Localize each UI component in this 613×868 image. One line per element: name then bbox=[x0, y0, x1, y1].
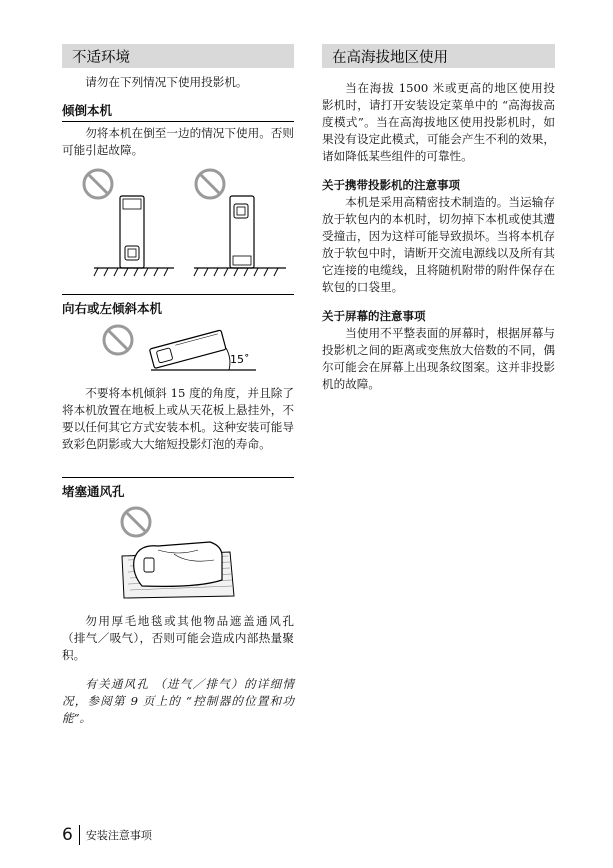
prohibited-icon bbox=[196, 170, 224, 198]
heading-incline: 向右或左倾斜本机 bbox=[62, 294, 294, 319]
incline-illustration bbox=[96, 320, 266, 382]
incline-text-block bbox=[62, 385, 294, 453]
tilt-text: 勿将本机在倒至一边的情况下使用。否则可能引起故障。 bbox=[62, 126, 294, 157]
heading-vents: 堵塞通风孔 bbox=[62, 477, 294, 502]
vents-text-block bbox=[62, 613, 294, 727]
section-title-unsuitable-conditions: 不适环境 bbox=[62, 44, 294, 68]
right-column bbox=[322, 44, 555, 393]
floor-right bbox=[194, 268, 286, 276]
screen-text: 当使用不平整表面的屏幕时，根据屏幕与投影机之间的距离或变焦放大倍数的不同，偶尔可能会在屏幕上出现条纹图案。这并非投影机的故障。 bbox=[322, 326, 555, 391]
incline-section bbox=[62, 294, 294, 322]
altitude-text: 当在海拔 1500 米或更高的地区使用投影机时，请打开安装设定菜单中的 “高海拔高度模式”。当在高海拔地区使用投影机时，如果没有设定此模式，可能会产生不利的效果，诸如降低某些组件的可靠性。 bbox=[322, 81, 555, 163]
incline-text: 不要将本机倾斜 15 度的角度，并且除了将本机放置在地板上或从天花板上悬挂外，不要以任何其它方式安装本机。这种安装可能导致彩色阴影或大大缩短投影灯泡的寿命。 bbox=[62, 386, 294, 451]
vents-text: 勿用厚毛地毯或其他物品遮盖通风孔 （排气／吸气），否则可能会造成内部热量聚积。 bbox=[62, 614, 294, 662]
page-footer bbox=[62, 824, 152, 846]
vents-section bbox=[62, 477, 294, 505]
tilted-projector bbox=[149, 330, 226, 368]
tilt-illustration bbox=[78, 164, 290, 282]
heading-carrying: 关于携带投影机的注意事项 bbox=[322, 178, 460, 192]
page-number: 6 bbox=[62, 825, 80, 845]
left-column bbox=[62, 44, 294, 159]
footer-title: 安装注意事项 bbox=[85, 829, 152, 842]
projector-on-end-right bbox=[230, 196, 254, 268]
heading-screen: 关于屏幕的注意事项 bbox=[322, 309, 426, 323]
vents-illustration bbox=[118, 504, 238, 602]
intro-text: 请勿在下列情况下使用投影机。 bbox=[85, 75, 248, 89]
prohibited-icon bbox=[104, 326, 132, 354]
carpet-covered-projector bbox=[122, 542, 234, 598]
prohibited-icon bbox=[84, 170, 112, 198]
carrying-text: 本机是采用高精密技术制造的。当运输存放于软包内的本机时，切勿掉下本机或使其遭受撞击，因为这样可能导致损坏。当将本机存放于软包中时，请断开交流电源线以及所有其它连接的电缆线，且将随机附带的附件保存在软包的口袋里。 bbox=[322, 195, 555, 294]
prohibited-icon bbox=[122, 508, 150, 536]
angle-label: 15˚ bbox=[230, 353, 250, 366]
heading-tilt: 倾倒本机 bbox=[62, 101, 294, 122]
floor-left bbox=[94, 268, 174, 276]
section-title-high-altitude: 在高海拔地区使用 bbox=[322, 44, 555, 68]
projector-on-end-left bbox=[120, 196, 144, 268]
vents-note: 有关通风孔 （进气／排气）的详细情况，参阅第 9 页上的 “控制器的位置和功能”。 bbox=[62, 677, 294, 725]
